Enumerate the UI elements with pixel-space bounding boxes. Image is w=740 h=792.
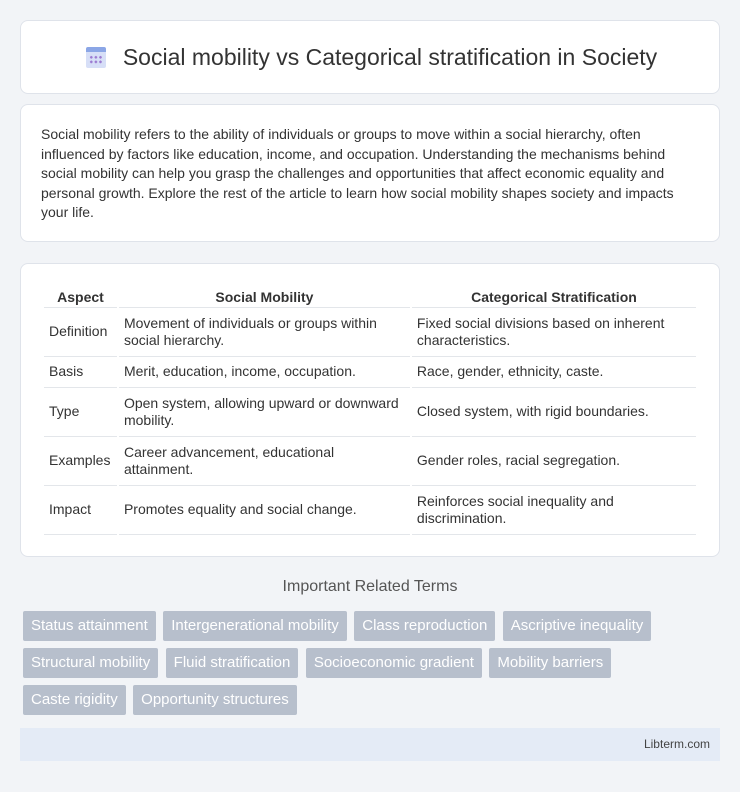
footer-site-link[interactable]: Libterm.com [643, 737, 710, 751]
table-cell: Open system, allowing upward or downward mobility. [119, 388, 410, 437]
calendar-icon [83, 44, 109, 70]
column-header-categorical-stratification: Categorical Stratification [412, 284, 696, 308]
column-header-aspect: Aspect [44, 284, 117, 308]
title-card [20, 20, 720, 94]
intro-card [20, 104, 720, 242]
table-row [44, 437, 696, 486]
comparison-card [20, 263, 720, 557]
table-row [44, 486, 696, 535]
related-term-tag[interactable]: Caste rigidity [23, 685, 126, 715]
table-cell: Examples [44, 437, 117, 486]
table-row [44, 388, 696, 437]
comparison-table [42, 284, 698, 535]
footer [20, 728, 720, 761]
table-cell: Race, gender, ethnicity, caste. [412, 357, 696, 388]
table-cell: Career advancement, educational attainment. [119, 437, 410, 486]
table-cell: Definition [44, 308, 117, 357]
table-cell: Reinforces social inequality and discrimination. [412, 486, 696, 535]
related-term-tag[interactable]: Structural mobility [23, 648, 158, 678]
table-cell: Basis [44, 357, 117, 388]
column-header-social-mobility: Social Mobility [119, 284, 410, 308]
related-term-tag[interactable]: Status attainment [23, 611, 156, 641]
table-cell: Impact [44, 486, 117, 535]
related-term-tag[interactable]: Class reproduction [354, 611, 495, 641]
related-term-tag[interactable]: Fluid stratification [166, 648, 299, 678]
table-cell: Fixed social divisions based on inherent characteristics. [412, 308, 696, 357]
related-terms-list [23, 611, 717, 722]
table-cell: Merit, education, income, occupation. [119, 357, 410, 388]
related-terms-heading: Important Related Terms [282, 578, 458, 595]
related-term-tag[interactable]: Socioeconomic gradient [306, 648, 482, 678]
table-cell: Gender roles, racial segregation. [412, 437, 696, 486]
table-cell: Closed system, with rigid boundaries. [412, 388, 696, 437]
table-cell: Movement of individuals or groups within social hierarchy. [119, 308, 410, 357]
table-row [44, 308, 696, 357]
intro-text: Social mobility refers to the ability of individuals or groups to move within a social hierarchy, often influenced by factors like education, income, and occupation. Understanding the mechanisms behind social mobility can help you grasp the challenges and opportunities that affect economic equality and personal growth. Explore the rest of the article to learn how social mobility shapes society and impacts your life. [41, 126, 674, 220]
related-term-tag[interactable]: Ascriptive inequality [503, 611, 652, 641]
table-cell: Type [44, 388, 117, 437]
page-title: Social mobility vs Categorical stratification in Society [122, 43, 658, 70]
table-row [44, 357, 696, 388]
related-term-tag[interactable]: Mobility barriers [489, 648, 611, 678]
related-term-tag[interactable]: Opportunity structures [133, 685, 297, 715]
related-term-tag[interactable]: Intergenerational mobility [163, 611, 347, 641]
table-cell: Promotes equality and social change. [119, 486, 410, 535]
